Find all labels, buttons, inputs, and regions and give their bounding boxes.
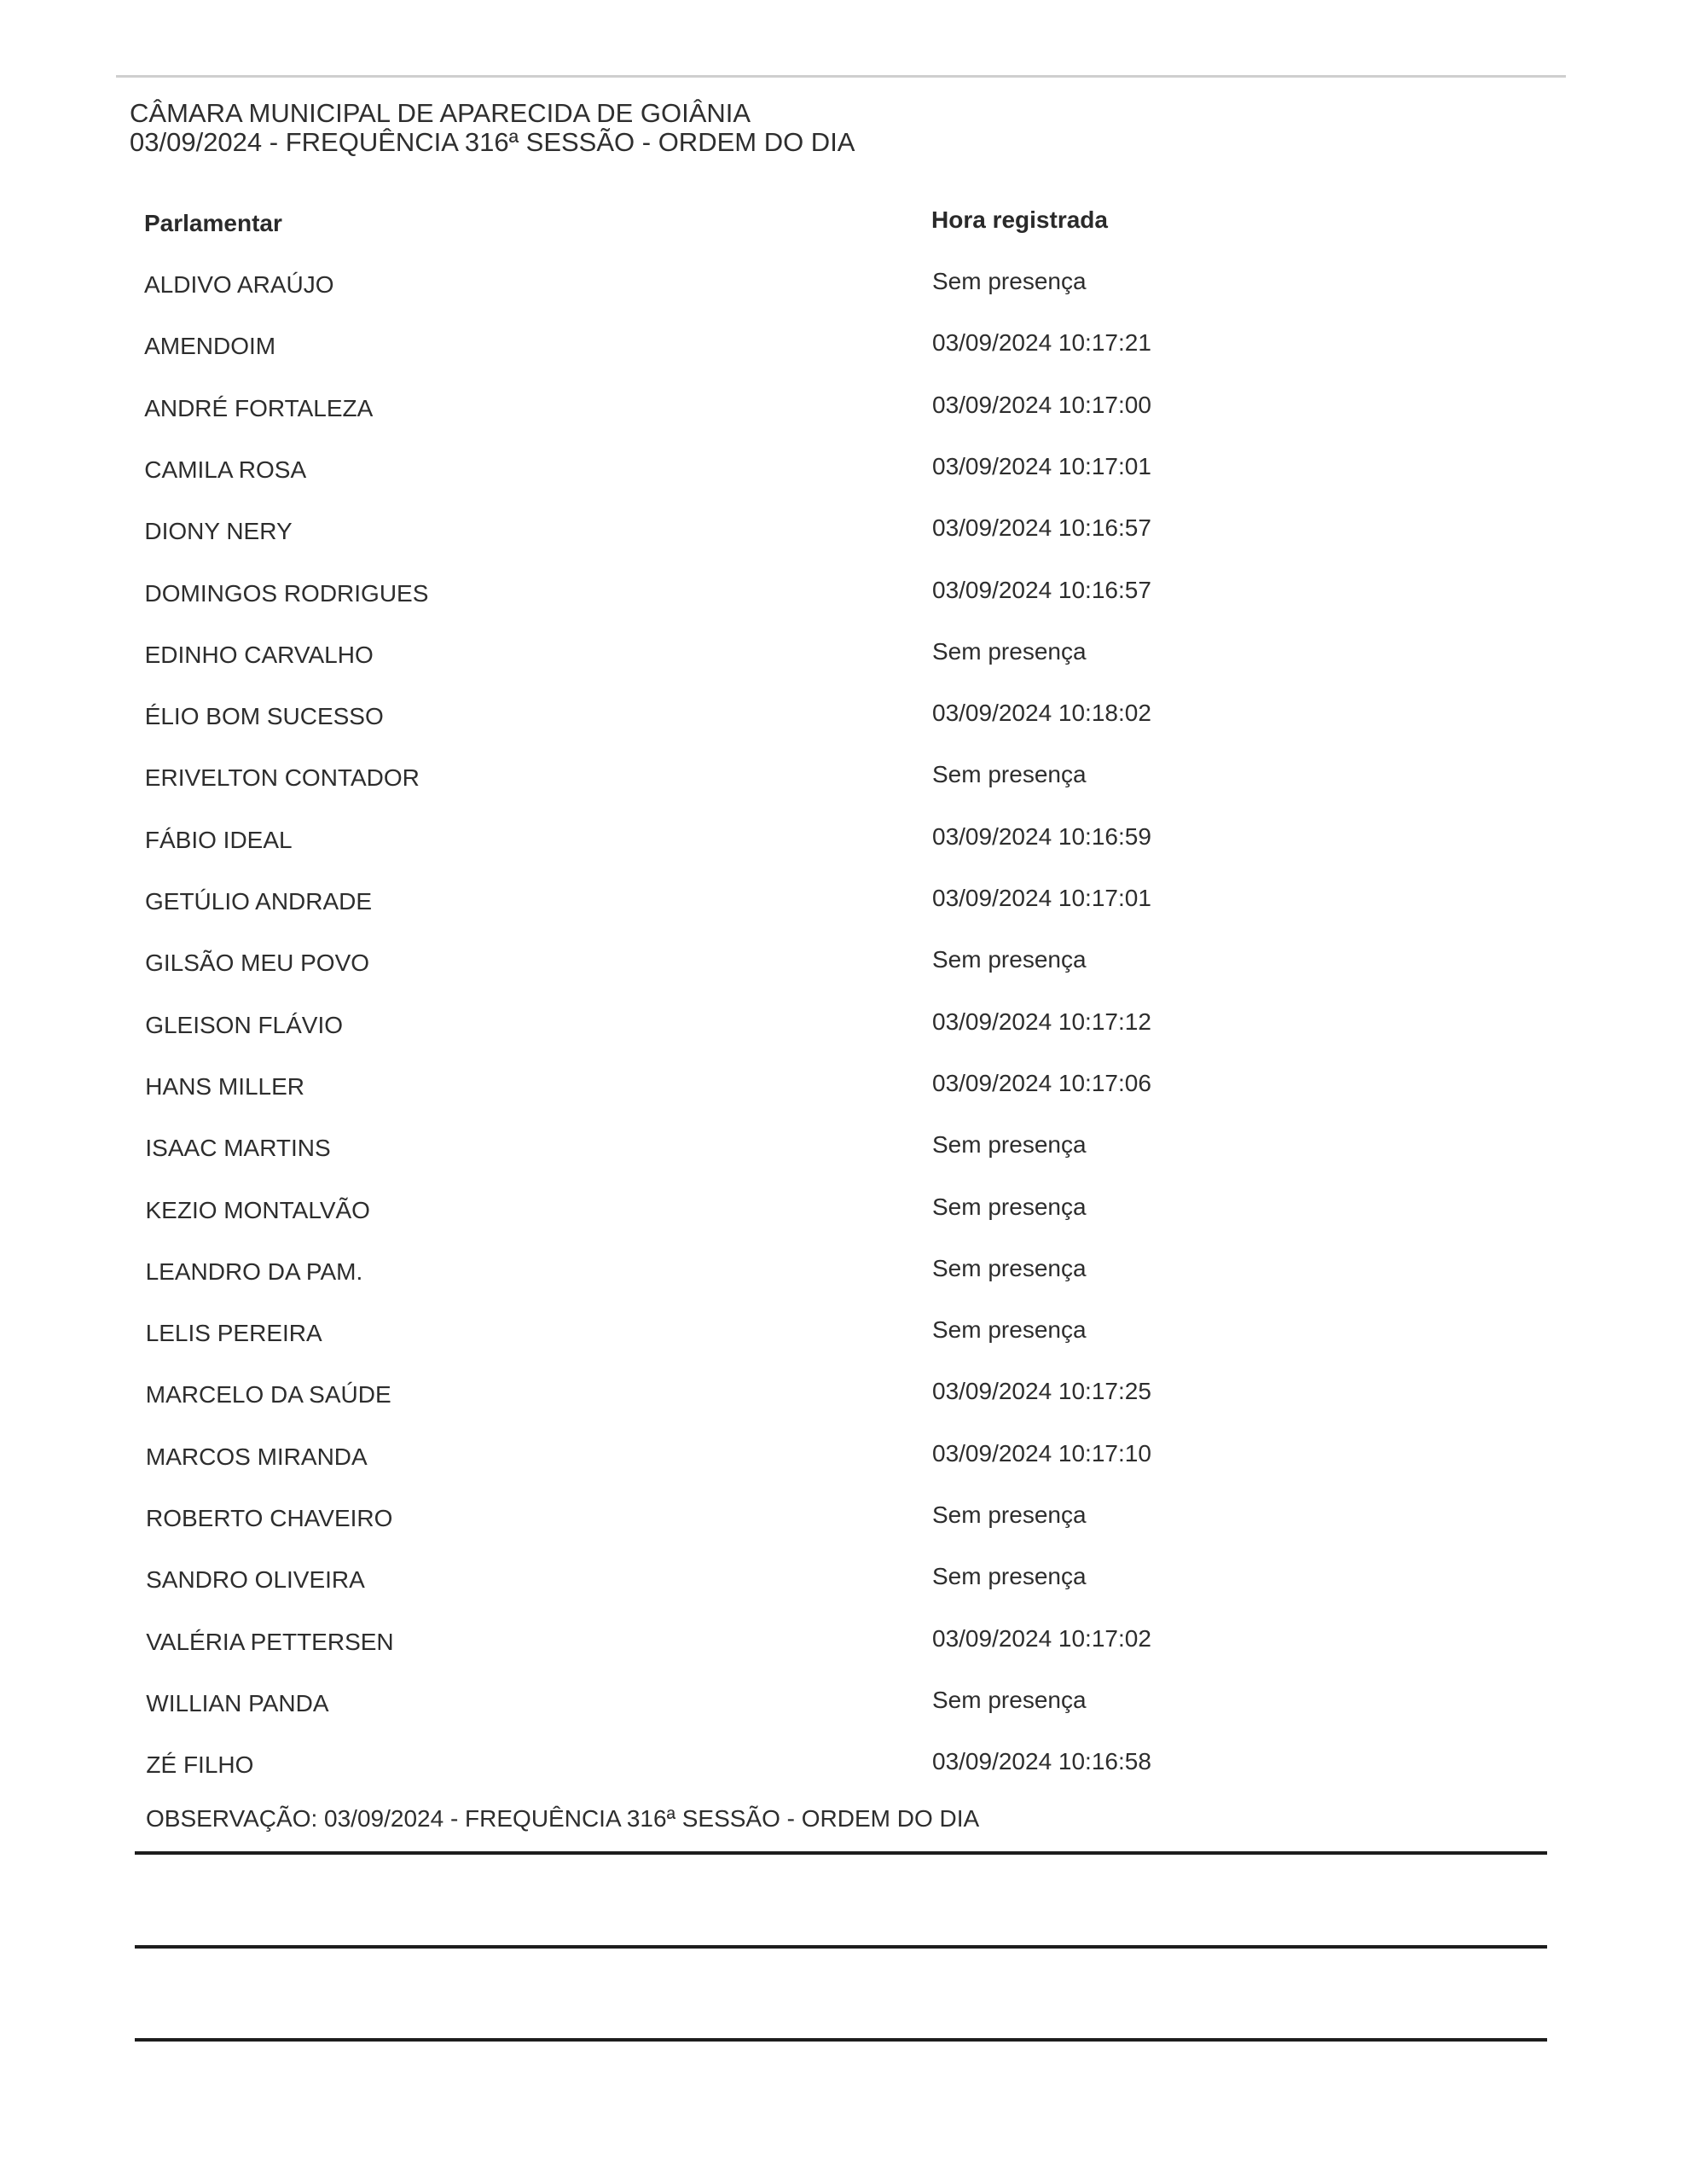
parlamentar-name: CAMILA ROSA — [144, 456, 307, 483]
hora-registrada: Sem presença — [932, 1254, 1087, 1281]
hora-registrada: 03/09/2024 10:17:02 — [932, 1624, 1151, 1652]
hora-registrada: Sem presença — [932, 268, 1087, 294]
hora-registrada: Sem presença — [932, 1193, 1087, 1220]
hora-registrada: Sem presença — [932, 1131, 1087, 1159]
table-row — [0, 1378, 1687, 1424]
hora-registrada: 03/09/2024 10:16:59 — [932, 822, 1151, 850]
signature-line-1 — [135, 1851, 1547, 1855]
hora-registrada: 03/09/2024 10:17:25 — [932, 1378, 1151, 1405]
parlamentar-name: GLEISON FLÁVIO — [145, 1011, 344, 1038]
parlamentar-name: KEZIO MONTALVÃO — [145, 1196, 370, 1223]
parlamentar-name: ANDRÉ FORTALEZA — [144, 394, 374, 421]
top-rule — [116, 75, 1566, 78]
document-header — [130, 99, 1324, 157]
parlamentar-name: GETÚLIO ANDRADE — [145, 888, 373, 915]
table-row — [0, 391, 1687, 438]
table-row — [0, 576, 1687, 623]
hora-registrada: 03/09/2024 10:16:57 — [932, 514, 1151, 542]
hora-registrada: 03/09/2024 10:17:01 — [932, 452, 1151, 479]
hora-registrada: 03/09/2024 10:17:00 — [932, 391, 1151, 418]
table-row — [0, 822, 1687, 869]
parlamentar-name: HANS MILLER — [145, 1072, 305, 1100]
hora-registrada: 03/09/2024 10:17:10 — [932, 1439, 1151, 1467]
parlamentar-name: DOMINGOS RODRIGUES — [144, 579, 429, 607]
table-row — [0, 1316, 1687, 1362]
parlamentar-name: GILSÃO MEU POVO — [145, 950, 370, 977]
session-title: 03/09/2024 - FREQUÊNCIA 316ª SESSÃO - ORDEM DO DIA — [130, 127, 855, 157]
hora-registrada: Sem presença — [932, 1563, 1087, 1590]
parlamentar-name: ÉLIO BOM SUCESSO — [144, 703, 384, 730]
parlamentar-name: LEANDRO DA PAM. — [145, 1258, 363, 1285]
parlamentar-name: ALDIVO ARAÚJO — [144, 271, 334, 298]
parlamentar-name: DIONY NERY — [144, 518, 293, 545]
hora-registrada: Sem presença — [932, 946, 1087, 973]
table-row — [0, 946, 1687, 992]
table-row — [0, 1686, 1687, 1733]
hora-registrada: Sem presença — [932, 761, 1087, 788]
parlamentar-name: EDINHO CARVALHO — [144, 641, 374, 668]
parlamentar-name: ERIVELTON CONTADOR — [144, 764, 420, 792]
hora-registrada: Sem presença — [932, 1316, 1087, 1344]
hora-registrada: Sem presença — [932, 1686, 1087, 1713]
parlamentar-name: MARCELO DA SAÚDE — [145, 1381, 391, 1409]
table-row — [0, 1502, 1687, 1548]
table-row — [0, 1748, 1687, 1794]
parlamentar-name: ISAAC MARTINS — [145, 1135, 331, 1162]
signature-line-3 — [135, 2038, 1547, 2042]
parlamentar-name: VALÉRIA PETTERSEN — [146, 1628, 394, 1655]
hora-registrada: 03/09/2024 10:16:58 — [932, 1748, 1151, 1775]
hora-registrada: Sem presença — [932, 637, 1087, 665]
institution-title: CÂMARA MUNICIPAL DE APARECIDA DE GOIÂNIA — [130, 98, 751, 128]
table-row — [0, 761, 1687, 807]
signature-line-2 — [135, 1945, 1547, 1949]
parlamentar-name: FÁBIO IDEAL — [144, 826, 293, 853]
parlamentar-name: MARCOS MIRANDA — [145, 1443, 368, 1470]
column-header-parlamentar: Parlamentar — [144, 210, 282, 236]
table-row — [0, 452, 1687, 499]
table-row — [0, 1624, 1687, 1671]
table-row — [0, 329, 1687, 375]
table-row — [0, 514, 1687, 561]
table-row — [0, 1439, 1687, 1486]
hora-registrada: Sem presença — [932, 1502, 1087, 1528]
hora-registrada: 03/09/2024 10:16:57 — [932, 576, 1151, 603]
hora-registrada: 03/09/2024 10:17:01 — [932, 885, 1151, 911]
table-row — [0, 1193, 1687, 1240]
table-row — [0, 637, 1687, 684]
table-row — [0, 1563, 1687, 1609]
observation-note: OBSERVAÇÃO: 03/09/2024 - FREQUÊNCIA 316ª SESSÃO - ORDEM DO DIA — [146, 1805, 980, 1832]
hora-registrada: 03/09/2024 10:18:02 — [932, 700, 1151, 727]
parlamentar-name: LELIS PEREIRA — [145, 1320, 322, 1347]
table-row — [0, 700, 1687, 746]
hora-registrada: 03/09/2024 10:17:12 — [932, 1008, 1151, 1035]
column-header-hora-registrada: Hora registrada — [931, 206, 1108, 233]
hora-registrada: 03/09/2024 10:17:06 — [932, 1069, 1151, 1096]
parlamentar-name: ZÉ FILHO — [146, 1751, 254, 1779]
hora-registrada: 03/09/2024 10:17:21 — [932, 329, 1151, 357]
table-row — [0, 1254, 1687, 1301]
table-row — [0, 268, 1687, 314]
parlamentar-name: WILLIAN PANDA — [146, 1689, 329, 1716]
parlamentar-name: SANDRO OLIVEIRA — [146, 1566, 365, 1594]
parlamentar-name: AMENDOIM — [144, 333, 276, 360]
table-row — [0, 885, 1687, 931]
table-row — [0, 1008, 1687, 1054]
table-row — [0, 1069, 1687, 1116]
parlamentar-name: ROBERTO CHAVEIRO — [146, 1505, 393, 1531]
table-row — [0, 1131, 1687, 1177]
